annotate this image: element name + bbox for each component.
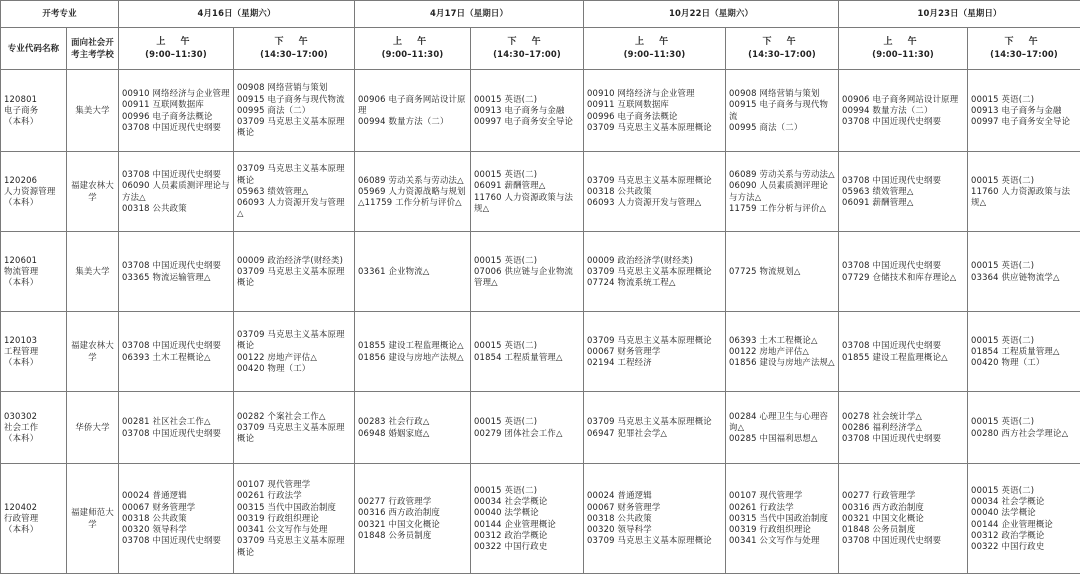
course-entry: 06393 土木工程概论△ <box>122 352 230 363</box>
course-entry: 01854 工程质量管理△ <box>474 352 580 363</box>
course-entry: 00320 领导科学 <box>122 524 230 535</box>
course-entry: 00321 中国文化概论 <box>842 513 964 524</box>
header-row-periods <box>1 28 1080 70</box>
course-entry: 00906 电子商务网站设计原理 <box>358 94 467 117</box>
course-entry: 00312 政治学概论 <box>971 530 1077 541</box>
exam-session-cell <box>119 464 234 574</box>
date-header-2: 10月22日（星期六） <box>584 1 839 28</box>
exam-session-cell <box>119 232 234 312</box>
major-code-name-cell <box>1 464 67 574</box>
exam-session-cell <box>584 232 726 312</box>
course-entry: 07006 供应链与企业物流管理△ <box>474 266 580 289</box>
exam-session-cell <box>471 152 584 232</box>
course-entry: 00997 电子商务安全导论 <box>971 116 1077 127</box>
code-name-header: 专业代码名称 <box>1 28 67 70</box>
course-entry: 00040 法学概论 <box>474 507 580 518</box>
exam-session-cell <box>119 392 234 464</box>
course-entry: 00279 团体社会工作△ <box>474 428 580 439</box>
course-entry: 00319 行政组织理论 <box>729 524 835 535</box>
course-entry: 06393 土木工程概论△ <box>729 335 835 346</box>
course-entry: 06093 人力资源开发与管理△ <box>587 197 722 208</box>
course-entry: 00321 中国文化概论 <box>358 519 467 530</box>
course-entry: 00034 社会学概论 <box>971 496 1077 507</box>
course-entry: 00315 当代中国政治制度 <box>729 513 835 524</box>
course-entry: 00319 行政组织理论 <box>237 513 351 524</box>
course-entry: 00015 英语(二) <box>474 94 580 105</box>
course-entry: 00316 西方政治制度 <box>842 502 964 513</box>
table-row <box>1 312 1080 392</box>
course-entry: 00994 数量方法（二） <box>842 105 964 116</box>
exam-session-cell <box>584 152 726 232</box>
course-entry: 00015 英语(二) <box>474 485 580 496</box>
course-entry: 03709 马克思主义基本原理概论 <box>237 116 351 139</box>
course-entry: 00995 商法（二） <box>729 122 835 133</box>
course-entry: 00997 电子商务安全导论 <box>474 116 580 127</box>
course-entry: 03365 物流运输管理△ <box>122 272 230 283</box>
course-entry: 00278 社会统计学△ <box>842 411 964 422</box>
major-text: （本科） <box>4 277 63 288</box>
course-entry: 03364 供应链物流学△ <box>971 272 1077 283</box>
course-entry: 00911 互联网数据库 <box>587 99 722 110</box>
course-entry: 00420 物理（工） <box>971 357 1077 368</box>
course-entry: 03709 马克思主义基本原理概论 <box>587 416 722 427</box>
exam-session-cell <box>355 312 471 392</box>
major-text: 电子商务 <box>4 105 63 116</box>
course-entry: 07725 物流规划△ <box>729 266 835 277</box>
course-entry: 01848 公务员制度 <box>358 530 467 541</box>
course-entry: 00277 行政管理学 <box>358 496 467 507</box>
exam-session-cell <box>471 312 584 392</box>
course-entry: 07729 仓储技术和库存理论△ <box>842 272 964 283</box>
course-entry: 06090 人员素质测评理论与方法△ <box>729 180 835 203</box>
exam-session-cell <box>968 464 1080 574</box>
exam-session-cell <box>584 312 726 392</box>
major-text: 120402 <box>4 502 63 513</box>
table-row <box>1 152 1080 232</box>
exam-session-cell <box>968 232 1080 312</box>
table-row <box>1 464 1080 574</box>
date-header-3: 10月23日（星期日） <box>839 1 1080 28</box>
exam-session-cell <box>355 464 471 574</box>
course-entry: 00906 电子商务网站设计原理 <box>842 94 964 105</box>
course-entry: 01855 建设工程监理概论△ <box>358 340 467 351</box>
course-entry: 01854 工程质量管理△ <box>971 346 1077 357</box>
exam-session-cell <box>119 70 234 152</box>
header-row-dates <box>1 1 1080 28</box>
course-entry: 00024 普通逻辑 <box>122 490 230 501</box>
course-entry: 00015 英语(二) <box>474 169 580 180</box>
major-text: 物流管理 <box>4 266 63 277</box>
exam-session-cell <box>726 392 839 464</box>
course-entry: 03708 中国近现代史纲要 <box>842 116 964 127</box>
course-entry: 00015 英语(二) <box>971 485 1077 496</box>
exam-session-cell <box>968 152 1080 232</box>
course-entry: 00015 英语(二) <box>971 175 1077 186</box>
period-header: 下 午 (14:30–17:00) <box>968 28 1080 70</box>
course-entry: 06089 劳动关系与劳动法△ <box>729 169 835 180</box>
exam-session-cell <box>584 464 726 574</box>
course-entry: 00261 行政法学 <box>729 502 835 513</box>
exam-session-cell <box>839 312 968 392</box>
course-entry: 03709 马克思主义基本原理概论 <box>587 335 722 346</box>
exam-session-cell <box>119 152 234 232</box>
course-entry: 11760 人力资源政策与法规△ <box>474 192 580 215</box>
course-entry: 00144 企业管理概论 <box>474 519 580 530</box>
exam-session-cell <box>471 464 584 574</box>
course-entry: 03708 中国近现代史纲要 <box>122 340 230 351</box>
course-entry: 06089 劳动关系与劳动法△05969 人力资源战略与规划△11759 工作分析与评价△ <box>358 175 467 209</box>
course-entry: 00107 现代管理学 <box>237 479 351 490</box>
major-text: 行政管理 <box>4 513 63 524</box>
exam-session-cell <box>355 70 471 152</box>
exam-session-cell <box>726 312 839 392</box>
course-entry: 01848 公务员制度 <box>842 524 964 535</box>
course-entry: 00122 房地产评估△ <box>237 352 351 363</box>
course-entry: 03708 中国近现代史纲要 <box>122 535 230 546</box>
date-header-1: 4月17日（星期日） <box>355 1 584 28</box>
course-entry: 06090 人员素质测评理论与方法△ <box>122 180 230 203</box>
exam-session-cell <box>584 70 726 152</box>
course-entry: 03709 马克思主义基本原理概论 <box>587 535 722 546</box>
course-entry: 00107 现代管理学 <box>729 490 835 501</box>
course-entry: 00009 政治经济学(财经类) <box>237 255 351 266</box>
major-text: 工程管理 <box>4 346 63 357</box>
table-row <box>1 232 1080 312</box>
course-entry: 03708 中国近现代史纲要 <box>842 175 964 186</box>
school-cell: 集美大学 <box>67 70 119 152</box>
course-entry: 05963 绩效管理△ <box>842 186 964 197</box>
course-entry: 00910 网络经济与企业管理 <box>122 88 230 99</box>
course-entry: 00040 法学概论 <box>971 507 1077 518</box>
exam-session-cell <box>726 232 839 312</box>
course-entry: 00015 英语(二) <box>474 255 580 266</box>
exam-session-cell <box>839 70 968 152</box>
exam-session-cell <box>968 70 1080 152</box>
course-entry: 00315 当代中国政治制度 <box>237 502 351 513</box>
school-cell: 福建农林大学 <box>67 312 119 392</box>
course-entry: 00281 社区社会工作△ <box>122 416 230 427</box>
course-entry: 00318 公共政策 <box>587 513 722 524</box>
course-entry: 00144 企业管理概论 <box>971 519 1077 530</box>
major-text: （本科） <box>4 433 63 444</box>
course-entry: 00067 财务管理学 <box>122 502 230 513</box>
course-entry: 00015 英语(二) <box>971 260 1077 271</box>
course-entry: 11759 工作分析与评价△ <box>729 203 835 214</box>
course-entry: 03709 马克思主义基本原理概论 <box>237 266 351 289</box>
course-entry: 00322 中国行政史 <box>474 541 580 552</box>
course-entry: 00996 电子商务法概论 <box>587 111 722 122</box>
course-entry: 00312 政治学概论 <box>474 530 580 541</box>
course-entry: 00318 公共政策 <box>122 513 230 524</box>
exam-session-cell <box>726 70 839 152</box>
exam-session-cell <box>234 464 355 574</box>
course-entry: 03709 马克思主义基本原理概论 <box>237 422 351 445</box>
course-entry: 00067 财务管理学 <box>587 346 722 357</box>
course-entry: 00316 西方政治制度 <box>358 507 467 518</box>
course-entry: 00913 电子商务与金融 <box>474 105 580 116</box>
course-entry: 03708 中国近现代史纲要 <box>842 260 964 271</box>
exam-session-cell <box>355 392 471 464</box>
major-text: （本科） <box>4 116 63 127</box>
course-entry: 00318 公共政策 <box>587 186 722 197</box>
school-cell: 集美大学 <box>67 232 119 312</box>
course-entry: 00015 英语(二) <box>971 416 1077 427</box>
period-header: 上 午 (9:00–11:30) <box>839 28 968 70</box>
course-entry: 00994 数量方法（二） <box>358 116 467 127</box>
course-entry: 11760 人力资源政策与法规△ <box>971 186 1077 209</box>
major-code-name-cell <box>1 232 67 312</box>
exam-session-cell <box>839 464 968 574</box>
exam-session-cell <box>355 152 471 232</box>
course-entry: 03709 马克思主义基本原理概论 <box>587 175 722 186</box>
course-entry: 00341 公文写作与处理 <box>729 535 835 546</box>
school-cell: 华侨大学 <box>67 392 119 464</box>
exam-session-cell <box>726 152 839 232</box>
course-entry: 03708 中国近现代史纲要 <box>122 428 230 439</box>
course-entry: 07724 物流系统工程△ <box>587 277 722 288</box>
major-text: 人力资源管理 <box>4 186 63 197</box>
period-header: 上 午 (9:00–11:30) <box>119 28 234 70</box>
course-entry: 00280 西方社会学理论△ <box>971 428 1077 439</box>
course-entry: 00285 中国福利思想△ <box>729 433 835 444</box>
exam-session-cell <box>839 152 968 232</box>
period-header: 下 午 (14:30–17:00) <box>234 28 355 70</box>
school-cell: 福建师范大学 <box>67 464 119 574</box>
school-cell: 福建农林大学 <box>67 152 119 232</box>
exam-session-cell <box>234 392 355 464</box>
exam-session-cell <box>234 70 355 152</box>
major-text: 120801 <box>4 94 63 105</box>
course-entry: 06947 犯罪社会学△ <box>587 428 722 439</box>
course-entry: 03708 中国近现代史纲要 <box>122 260 230 271</box>
course-entry: 00284 心理卫生与心理咨询△ <box>729 411 835 434</box>
major-text: （本科） <box>4 357 63 368</box>
course-entry: 02194 工程经济 <box>587 357 722 368</box>
course-entry: 00911 互联网数据库 <box>122 99 230 110</box>
course-entry: 03709 马克思主义基本原理概论 <box>237 163 351 186</box>
major-text: （本科） <box>4 197 63 208</box>
major-code-name-cell <box>1 70 67 152</box>
exam-session-cell <box>119 312 234 392</box>
major-code-name-cell <box>1 152 67 232</box>
course-entry: 00320 领导科学 <box>587 524 722 535</box>
course-entry: 06091 薪酬管理△ <box>842 197 964 208</box>
course-entry: 00277 行政管理学 <box>842 490 964 501</box>
course-entry: 00341 公文写作与处理 <box>237 524 351 535</box>
exam-session-cell <box>234 232 355 312</box>
exam-session-cell <box>234 312 355 392</box>
course-entry: 03709 马克思主义基本原理概论 <box>587 266 722 277</box>
course-entry: 03708 中国近现代史纲要 <box>122 122 230 133</box>
major-text: （本科） <box>4 524 63 535</box>
course-entry: 00122 房地产评估△ <box>729 346 835 357</box>
major-text: 120206 <box>4 175 63 186</box>
table-row <box>1 70 1080 152</box>
course-entry: 00015 英语(二) <box>971 335 1077 346</box>
exam-session-cell <box>726 464 839 574</box>
course-entry: 00910 网络经济与企业管理 <box>587 88 722 99</box>
period-header: 下 午 (14:30–17:00) <box>471 28 584 70</box>
course-entry: 00995 商法（二） <box>237 105 351 116</box>
exam-session-cell <box>471 70 584 152</box>
course-entry: 06091 薪酬管理△ <box>474 180 580 191</box>
period-header: 上 午 (9:00–11:30) <box>355 28 471 70</box>
course-entry: 00024 普通逻辑 <box>587 490 722 501</box>
exam-session-cell <box>471 392 584 464</box>
exam-session-cell <box>471 232 584 312</box>
course-entry: 00908 网络营销与策划 <box>729 88 835 99</box>
major-column-header: 开考专业 <box>1 1 119 28</box>
course-entry: 05963 绩效管理△ <box>237 186 351 197</box>
exam-session-cell <box>355 232 471 312</box>
table-row <box>1 392 1080 464</box>
course-entry: 03708 中国近现代史纲要 <box>122 169 230 180</box>
course-entry: 00996 电子商务法概论 <box>122 111 230 122</box>
major-text: 030302 <box>4 411 63 422</box>
major-code-name-cell <box>1 392 67 464</box>
course-entry: 01856 建设与房地产法规△ <box>729 357 835 368</box>
course-entry: 00908 网络营销与策划 <box>237 82 351 93</box>
period-header: 下 午 (14:30–17:00) <box>726 28 839 70</box>
course-entry: 00282 个案社会工作△ <box>237 411 351 422</box>
course-entry: 00915 电子商务与现代物流 <box>729 99 835 122</box>
exam-session-cell <box>839 392 968 464</box>
course-entry: 00318 公共政策 <box>122 203 230 214</box>
exam-session-cell <box>968 312 1080 392</box>
course-entry: 00286 福利经济学△ <box>842 422 964 433</box>
course-entry: 00283 社会行政△ <box>358 416 467 427</box>
course-entry: 03709 马克思主义基本原理概论 <box>237 329 351 352</box>
course-entry: 00015 英语(二) <box>474 340 580 351</box>
course-entry: 00322 中国行政史 <box>971 541 1077 552</box>
major-text: 社会工作 <box>4 422 63 433</box>
course-entry: 03709 马克思主义基本原理概论 <box>587 122 722 133</box>
course-entry: 00034 社会学概论 <box>474 496 580 507</box>
course-entry: 00015 英语(二) <box>474 416 580 427</box>
exam-session-cell <box>584 392 726 464</box>
major-text: 120601 <box>4 255 63 266</box>
exam-session-cell <box>234 152 355 232</box>
major-code-name-cell <box>1 312 67 392</box>
course-entry: 03709 马克思主义基本原理概论 <box>237 535 351 558</box>
course-entry: 01856 建设与房地产法规△ <box>358 352 467 363</box>
date-header-0: 4月16日（星期六） <box>119 1 355 28</box>
school-header: 面向社会开考主考学校 <box>67 28 119 70</box>
period-header: 上 午 (9:00–11:30) <box>584 28 726 70</box>
course-entry: 03361 企业物流△ <box>358 266 467 277</box>
course-entry: 06093 人力资源开发与管理△ <box>237 197 351 220</box>
exam-session-cell <box>968 392 1080 464</box>
major-text: 120103 <box>4 335 63 346</box>
course-entry: 00067 财务管理学 <box>587 502 722 513</box>
course-entry: 00015 英语(二) <box>971 94 1077 105</box>
course-entry: 00915 电子商务与现代物流 <box>237 94 351 105</box>
course-entry: 03708 中国近现代史纲要 <box>842 340 964 351</box>
course-entry: 03708 中国近现代史纲要 <box>842 535 964 546</box>
course-entry: 00913 电子商务与金融 <box>971 105 1077 116</box>
course-entry: 03708 中国近现代史纲要 <box>842 433 964 444</box>
course-entry: 00009 政治经济学(财经类) <box>587 255 722 266</box>
exam-session-cell <box>839 232 968 312</box>
course-entry: 01855 建设工程监理概论△ <box>842 352 964 363</box>
course-entry: 00420 物理（工） <box>237 363 351 374</box>
course-entry: 06948 婚姻家庭△ <box>358 428 467 439</box>
course-entry: 00261 行政法学 <box>237 490 351 501</box>
